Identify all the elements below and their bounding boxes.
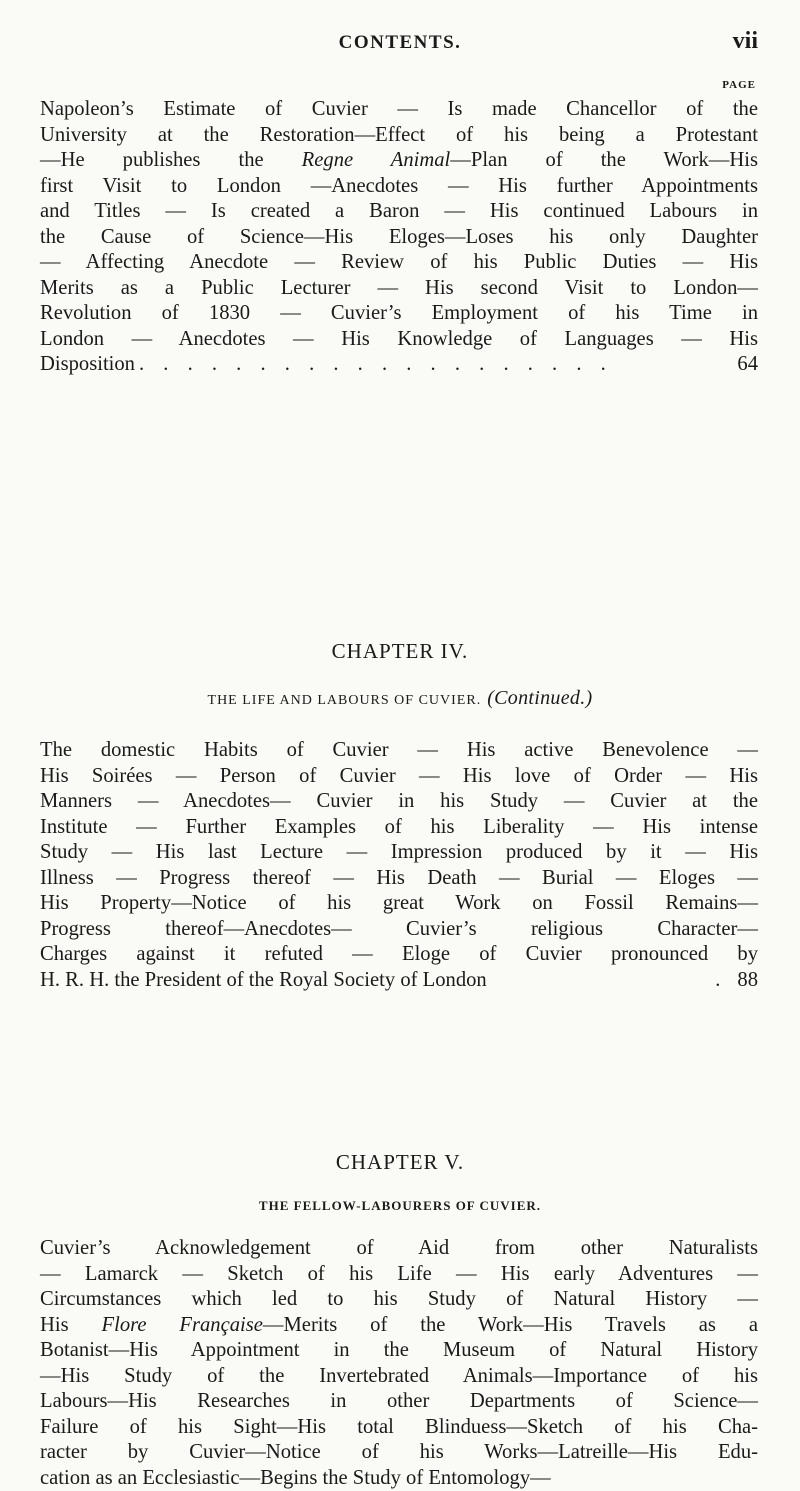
toc-line-text: H. R. H. the President of the Royal Society of London bbox=[40, 968, 487, 994]
toc-line: cation as an Ecclesiastic—Begins the Study of Entomology— bbox=[40, 1466, 758, 1491]
toc-line: the Cause of Science—His Eloges—Loses his only Daughter bbox=[40, 225, 758, 251]
toc-line: —He publishes the Regne Animal—Plan of the Work—His bbox=[40, 148, 758, 174]
toc-line: Cuvier’s Acknowledgement of Aid from other Naturalists bbox=[40, 1236, 758, 1262]
toc-last-line bbox=[40, 968, 758, 994]
toc-line: His Flore Française—Merits of the Work—His Travels as a bbox=[40, 1313, 758, 1339]
chapter-heading: CHAPTER V. bbox=[0, 1150, 800, 1175]
page-column-label: PAGE bbox=[722, 79, 756, 91]
toc-entry-chapter-3 bbox=[40, 97, 758, 378]
dot-leader: . . . . . . . . . . . . . . . . . . . . bbox=[135, 352, 731, 378]
toc-line: —His Study of the Invertebrated Animals—Importance of his bbox=[40, 1364, 758, 1390]
toc-line: — Lamarck — Sketch of his Life — His early Adventures — bbox=[40, 1262, 758, 1288]
dot-leader: . bbox=[487, 968, 732, 994]
toc-page-number: 64 bbox=[731, 352, 758, 378]
toc-line: — Affecting Anecdote — Review of his Public Duties — His bbox=[40, 250, 758, 276]
toc-line: Study — His last Lecture — Impression produced by it — His bbox=[40, 840, 758, 866]
toc-line: Merits as a Public Lecturer — His second Visit to London— bbox=[40, 276, 758, 302]
toc-entry-chapter-5 bbox=[40, 1236, 758, 1491]
toc-line: Revolution of 1830 — Cuvier’s Employment of his Time in bbox=[40, 301, 758, 327]
toc-line: Institute — Further Examples of his Liberality — His intense bbox=[40, 815, 758, 841]
toc-line: His Soirées — Person of Cuvier — His love of Order — His bbox=[40, 764, 758, 790]
toc-line: Charges against it refuted — Eloge of Cuvier pronounced by bbox=[40, 942, 758, 968]
toc-line-text: Disposition bbox=[40, 352, 135, 378]
toc-line: Circumstances which led to his Study of Natural History — bbox=[40, 1287, 758, 1313]
toc-line: racter by Cuvier—Notice of his Works—Latreille—His Edu- bbox=[40, 1440, 758, 1466]
toc-page-number: 88 bbox=[731, 968, 758, 994]
toc-line: Progress thereof—Anecdotes— Cuvier’s religious Character— bbox=[40, 917, 758, 943]
running-head bbox=[0, 28, 800, 58]
toc-line: His Property—Notice of his great Work on Fossil Remains— bbox=[40, 891, 758, 917]
toc-line: first Visit to London —Anecdotes — His further Appointments bbox=[40, 174, 758, 200]
toc-line: and Titles — Is created a Baron — His continued Labours in bbox=[40, 199, 758, 225]
italic-title: Flore Française bbox=[102, 1314, 263, 1336]
toc-line: Botanist—His Appointment in the Museum of Natural History bbox=[40, 1338, 758, 1364]
toc-line: London — Anecdotes — His Knowledge of Languages — His bbox=[40, 327, 758, 353]
italic-title: Regne Animal bbox=[302, 149, 451, 171]
toc-line: Illness — Progress thereof — His Death — Burial — Eloges — bbox=[40, 866, 758, 892]
running-title: CONTENTS. bbox=[0, 32, 800, 54]
chapter-heading: CHAPTER IV. bbox=[0, 639, 800, 664]
toc-entry-chapter-4 bbox=[40, 738, 758, 993]
toc-line: University at the Restoration—Effect of his being a Protestant bbox=[40, 123, 758, 149]
continued-note: (Continued.) bbox=[487, 687, 592, 709]
toc-line: Labours—His Researches in other Departments of Science— bbox=[40, 1389, 758, 1415]
toc-line: Manners — Anecdotes— Cuvier in his Study — Cuvier at the bbox=[40, 789, 758, 815]
toc-last-line bbox=[40, 352, 758, 378]
toc-line: The domestic Habits of Cuvier — His active Benevolence — bbox=[40, 738, 758, 764]
page-number: vii bbox=[733, 28, 758, 55]
toc-line: Failure of his Sight—His total Blinduess—Sketch of his Cha- bbox=[40, 1415, 758, 1441]
toc-line: Napoleon’s Estimate of Cuvier — Is made Chancellor of the bbox=[40, 97, 758, 123]
chapter-subtitle: THE LIFE AND LABOURS OF CUVIER. (Continued.) bbox=[0, 687, 800, 710]
chapter-subtitle: THE FELLOW-LABOURERS OF CUVIER. bbox=[0, 1198, 800, 1214]
